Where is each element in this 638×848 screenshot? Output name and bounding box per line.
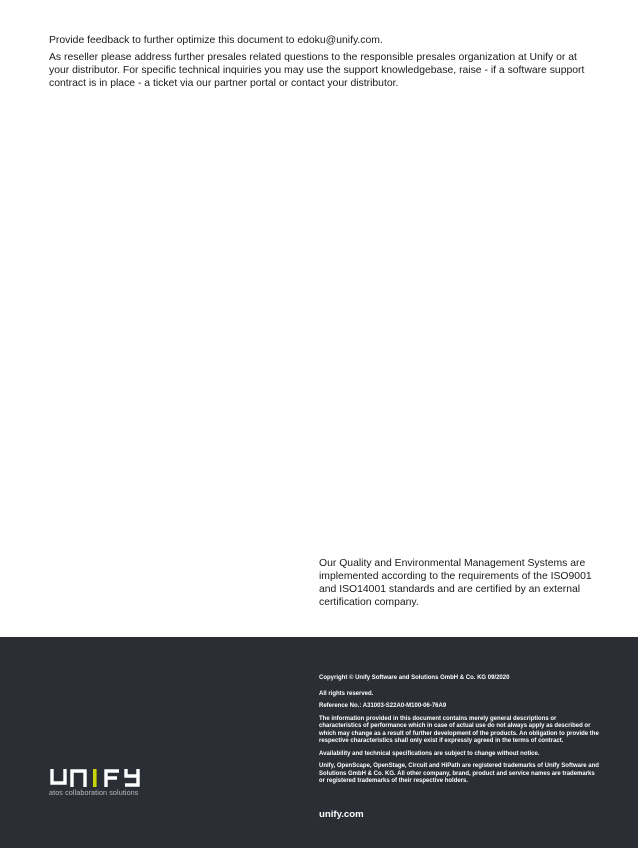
website-link[interactable]: unify.com xyxy=(319,809,364,820)
unify-logo-icon xyxy=(50,768,142,788)
reseller-text: As reseller please address further presales related questions to the responsible presales organization at Unify or at your distributor. For specific technical inquiries you may use the support knowledgebase, raise - if a software support contract is in place - a ticket via our partner portal or contact your distributor. xyxy=(49,51,585,89)
trademarks-text: Unify, OpenScape, OpenStage, Circuit and HiPath are registered trademarks of Unify Software and Solutions GmbH & Co. KG. All other company, brand, product and service names are trademarks or registered trademarks of their respective holders. xyxy=(319,763,599,784)
legal-notice xyxy=(319,675,599,791)
feedback-text: Provide feedback to further optimize this document to edoku@unify.com. xyxy=(49,35,383,46)
unify-logo xyxy=(50,768,142,788)
logo-tagline: atos collaboration solutions xyxy=(49,788,139,797)
footer xyxy=(0,637,638,848)
information-disclaimer: The information provided in this document contains merely general descriptions or characteristics of performance which in case of actual use do not always apply as described or which may change as a result of further development of the products. An obligation to provide the respective characteristics shall only exist if expressly agreed in the terms of contract. xyxy=(319,715,599,744)
reference-number: Reference No.: A31003-S22A0-M100-06-76A9 xyxy=(319,703,447,709)
quality-statement: Our Quality and Environmental Management Systems are implemented according to the requirements of the ISO9001 and ISO14001 standards and are certified by an external certification company. xyxy=(319,558,592,608)
availability-text: Availability and technical specifications are subject to change without notice. xyxy=(319,750,540,757)
intro-section xyxy=(49,35,597,95)
copyright-text: Copyright © Unify Software and Solutions GmbH & Co. KG 09/2020 xyxy=(319,675,510,681)
rights-text: All rights reserved. xyxy=(319,690,374,697)
